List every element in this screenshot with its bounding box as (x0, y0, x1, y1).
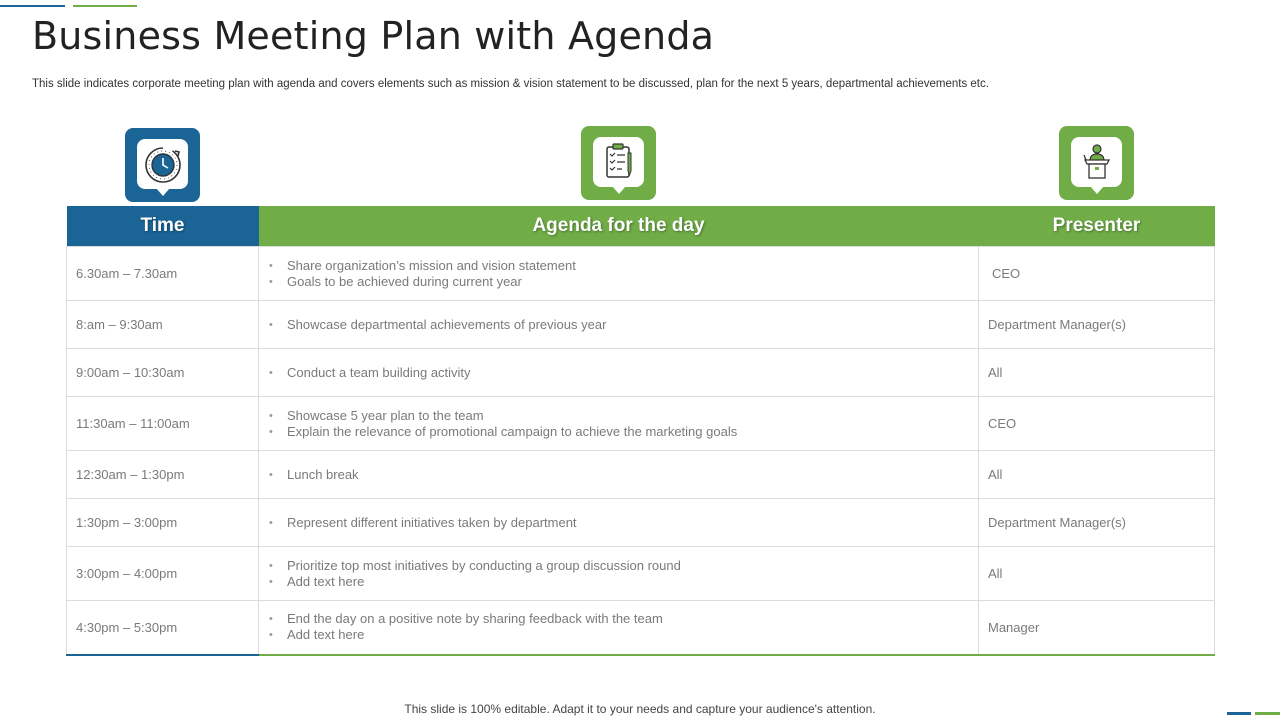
presenter-cell: Department Manager(s) (979, 499, 1215, 547)
agenda-item: • Prioritize top most initiatives by conducting a group discussion round (287, 558, 978, 574)
presenter-cell: CEO (979, 397, 1215, 451)
header-agenda: Agenda for the day (259, 206, 979, 247)
table-header-row (67, 206, 1215, 247)
agenda-cell (259, 349, 979, 397)
presenter-cell: All (979, 547, 1215, 601)
table-row (67, 247, 1215, 301)
clock-icon (142, 143, 184, 185)
agenda-cell (259, 301, 979, 349)
table-row (67, 397, 1215, 451)
agenda-item: • Showcase departmental achievements of previous year (287, 317, 978, 333)
time-cell: 12:30am – 1:30pm (67, 451, 259, 499)
presenter-cell: CEO (979, 247, 1215, 301)
header-time: Time (67, 206, 259, 247)
agenda-item: • End the day on a positive note by sharing feedback with the team (287, 611, 978, 627)
table-row (67, 499, 1215, 547)
time-cell: 9:00am – 10:30am (67, 349, 259, 397)
agenda-item: • Conduct a team building activity (287, 365, 978, 381)
time-cell: 11:30am – 11:00am (67, 397, 259, 451)
table-row (67, 451, 1215, 499)
table-row (67, 547, 1215, 601)
agenda-cell (259, 451, 979, 499)
page-title: Business Meeting Plan with Agenda (32, 14, 715, 58)
agenda-cell (259, 601, 979, 655)
agenda-cell (259, 397, 979, 451)
time-cell: 6.30am – 7.30am (67, 247, 259, 301)
time-cell: 3:00pm – 4:00pm (67, 547, 259, 601)
presenter-cell: All (979, 451, 1215, 499)
agenda-cell (259, 547, 979, 601)
table-row (67, 349, 1215, 397)
presenter-cell: Manager (979, 601, 1215, 655)
presenter-podium-icon (1076, 141, 1118, 183)
bottom-accent-blue-line (1227, 712, 1251, 715)
time-cell: 1:30pm – 3:00pm (67, 499, 259, 547)
agenda-item: • Goals to be achieved during current year (287, 274, 978, 290)
time-icon-tile (125, 128, 200, 202)
top-accent-green-line (73, 5, 137, 7)
presenter-cell: All (979, 349, 1215, 397)
presenter-icon-tile (1059, 126, 1134, 200)
presenter-cell: Department Manager(s) (979, 301, 1215, 349)
agenda-icon-tile (581, 126, 656, 200)
agenda-item: • Explain the relevance of promotional campaign to achieve the marketing goals (287, 424, 978, 440)
bottom-accent-green-line (1255, 712, 1280, 715)
agenda-item: • Represent different initiatives taken by department (287, 515, 978, 531)
table-row (67, 601, 1215, 655)
agenda-cell (259, 247, 979, 301)
agenda-item: • Add text here (287, 574, 978, 590)
time-cell: 4:30pm – 5:30pm (67, 601, 259, 655)
agenda-item: • Share organization’s mission and vision statement (287, 258, 978, 274)
top-accent-blue-line (0, 5, 65, 7)
agenda-item: • Add text here (287, 627, 978, 643)
header-presenter: Presenter (979, 206, 1215, 247)
agenda-table (66, 206, 1215, 656)
table-row (67, 301, 1215, 349)
agenda-item: • Showcase 5 year plan to the team (287, 408, 978, 424)
agenda-cell (259, 499, 979, 547)
footer-note: This slide is 100% editable. Adapt it to your needs and capture your audience's attention. (404, 702, 876, 716)
checklist-icon (598, 141, 640, 183)
agenda-item: • Lunch break (287, 467, 978, 483)
time-cell: 8:am – 9:30am (67, 301, 259, 349)
page-subtitle: This slide indicates corporate meeting plan with agenda and covers elements such as mission & vision statement to be discussed, plan for the next 5 years, departmental achievements etc. (32, 78, 989, 90)
